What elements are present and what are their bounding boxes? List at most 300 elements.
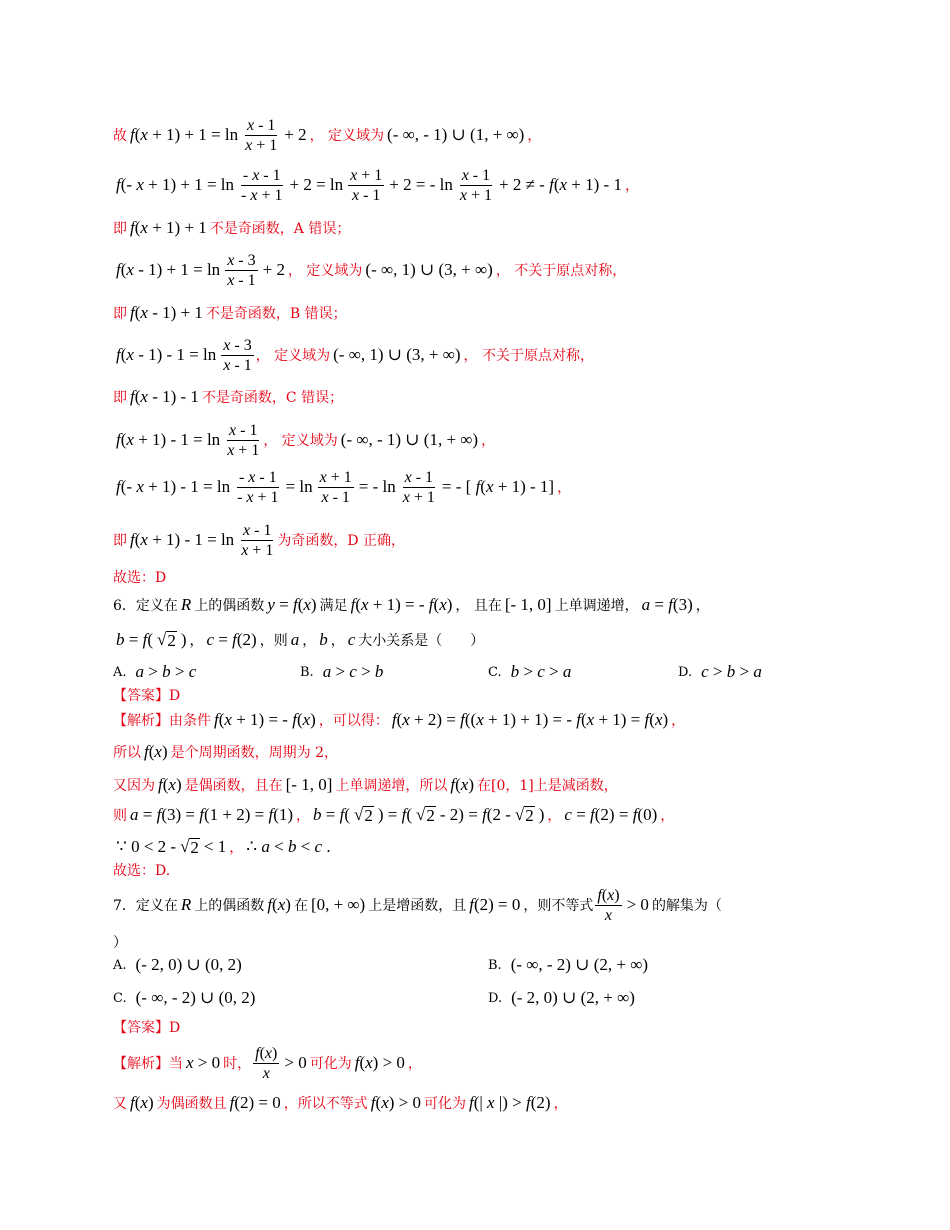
math-variable: f [199, 805, 204, 824]
math-variable: x [381, 1093, 389, 1112]
fraction-denominator: x + 1 [459, 186, 492, 204]
fraction-numerator: x - 1 [229, 421, 258, 439]
radical-sign: √ [514, 805, 525, 824]
q5-solution-line-1 [113, 110, 541, 160]
explanation-text: ， 定义域为 [255, 348, 331, 364]
math-variable: f [116, 260, 121, 279]
math-variable: a [322, 662, 332, 681]
math-expression: y = f(x) [267, 595, 317, 614]
q7-option-d [488, 973, 638, 1023]
question-text: 6．定义在 [113, 598, 178, 614]
question-text: 的解集为（ [651, 898, 722, 914]
explanation-text: ， [671, 713, 686, 729]
q6-option-b [300, 647, 386, 697]
math-variable: x [223, 356, 231, 374]
math-variable: f [292, 710, 297, 729]
math-variable: f [292, 595, 298, 614]
math-variable: a [135, 662, 145, 681]
fraction [225, 251, 257, 290]
fraction-numerator: x - 3 [227, 251, 256, 269]
explanation-text: ， [229, 840, 244, 856]
math-expression: (- ∞, - 2) ∪ (2, + ∞) [510, 955, 648, 974]
math-expression: + 2 = - ln [389, 175, 453, 194]
radical-sign: √ [180, 837, 190, 856]
math-variable: x [360, 595, 369, 614]
fraction [243, 116, 279, 155]
math-variable: x [227, 271, 235, 289]
math-variable: x [654, 710, 663, 729]
math-expression: a > b > c [135, 662, 197, 681]
math-variable: x [262, 1064, 270, 1082]
math-expression: f(x + 1) + 1 = ln [130, 125, 239, 144]
question-text: ， [330, 633, 345, 649]
math-expression: > 0 [626, 895, 649, 914]
math-variable: x [227, 441, 235, 459]
explanation-text: ， [557, 480, 572, 496]
explanation-text: 又 [113, 1096, 127, 1112]
math-expression: [- 1, 0] [504, 595, 552, 614]
math-expression: f(x + 1) - 1 = ln [116, 430, 221, 449]
math-variable: x [350, 166, 358, 184]
math-variable: a [641, 595, 651, 614]
fraction [401, 468, 437, 507]
math-variable: f [370, 1093, 376, 1112]
q7-stem-line-1 [113, 880, 722, 930]
math-variable: f [130, 387, 135, 406]
math-expression: c > b > a [701, 662, 762, 681]
explanation-text: 故选：D. [113, 863, 171, 879]
math-variable: x [319, 468, 327, 486]
explanation-text: ， [481, 433, 496, 449]
question-text: ， [189, 633, 204, 649]
math-expression: f(x - 1) + 1 = ln [116, 260, 221, 279]
question-text: 在 [293, 898, 308, 914]
explanation-text: 即 [113, 306, 127, 322]
fraction-numerator: x + 1 [319, 468, 352, 486]
math-variable: f [130, 218, 135, 237]
question-text: B. [488, 957, 502, 973]
math-expression: f(2) = 0 [469, 895, 521, 914]
math-expression: f(| x |) > f(2) [468, 1093, 551, 1112]
math-expression: f(x - 1) - 1 = ln [116, 345, 217, 364]
math-variable: x [126, 345, 134, 364]
math-variable: x [559, 175, 568, 194]
math-expression: f(x + 1) = - f(x) [350, 595, 453, 614]
explanation-text: 不是奇函数，B 错误； [205, 306, 347, 322]
question-text: A. [113, 664, 127, 680]
math-variable: f [339, 805, 345, 824]
math-variable: x [140, 387, 148, 406]
math-expression: ∴ a < b < c . [246, 837, 331, 856]
square-root [180, 837, 200, 857]
math-variable: f [632, 805, 638, 824]
explanation-text: 即 [113, 390, 127, 406]
math-variable: x [140, 218, 148, 237]
fraction-denominator: - x + 1 [237, 488, 279, 506]
math-variable: c [701, 662, 709, 681]
math-variable: f [475, 477, 481, 496]
math-expression: > 0 [284, 1053, 307, 1072]
math-expression: - 2) = f(2 - [439, 805, 511, 824]
math-variable: x [302, 710, 311, 729]
math-variable: x [586, 710, 595, 729]
explanation-text: 在[0，1]上是减函数， [476, 778, 618, 794]
math-expression: c = f(2) = f(0) [564, 805, 658, 824]
radicand: 2 [426, 806, 435, 825]
explanation-text: 是偶函数，且在 [184, 778, 283, 794]
math-variable: f [130, 303, 135, 322]
math-expression: [- 1, 0] [285, 775, 333, 794]
fraction-denominator [603, 906, 614, 925]
math-variable: b [726, 662, 736, 681]
fraction-denominator: x + 1 [245, 136, 278, 154]
fraction-numerator: f(x) [255, 1044, 278, 1062]
question-text: ，则 [259, 633, 288, 649]
fraction-numerator: x - 1 [461, 166, 491, 184]
math-expression: (- ∞, - 2) ∪ (0, 2) [135, 988, 256, 1007]
explanation-text: ， [407, 1056, 422, 1072]
explanation-text: ，可以得： [318, 713, 389, 729]
math-variable: c [347, 630, 356, 649]
math-variable: x [402, 710, 410, 729]
square-root [354, 805, 374, 825]
explanation-text: ，所以不等式 [283, 1096, 368, 1112]
fraction-denominator: x - 1 [321, 488, 350, 506]
math-variable: f [597, 886, 602, 904]
math-expression: f(x + 1) = - f(x) [214, 710, 316, 729]
math-variable: x [460, 775, 469, 794]
explanation-text: 则 [113, 808, 127, 824]
math-variable: x [246, 116, 255, 134]
math-expression: + 2 ≠ - f(x + 1) - 1 [498, 175, 622, 194]
explanation-text: ， [660, 808, 675, 824]
explanation-text: 时， [223, 1056, 252, 1072]
math-expression: (- ∞, - 1) ∪ (1, + ∞) [340, 430, 479, 449]
math-expression: (- 2, 0) ∪ (2, + ∞) [511, 988, 635, 1007]
math-variable: x [140, 303, 148, 322]
explanation-text: ， [624, 178, 639, 194]
math-variable: f [267, 895, 273, 914]
explanation-text: 所以 [113, 745, 141, 761]
math-variable: f [350, 595, 356, 614]
math-variable: x [365, 1053, 373, 1072]
math-expression: a = f(3) = f(1 + 2) = f(1) [130, 805, 294, 824]
math-variable: x [250, 186, 258, 204]
question-text: C. [488, 664, 502, 680]
math-variable: x [461, 166, 469, 184]
math-expression: a > c > b [322, 662, 384, 681]
math-variable: f [116, 175, 121, 194]
math-variable: x [224, 710, 232, 729]
math-expression: f(- x + 1) + 1 = ln [116, 175, 235, 194]
math-variable: x [227, 251, 235, 269]
math-variable: b [319, 630, 328, 649]
math-variable: f [130, 530, 135, 549]
math-expression: f(x + 1) - 1 = ln [130, 530, 235, 549]
math-variable: f [590, 805, 595, 824]
explanation-text: ， 定义域为 [287, 263, 363, 279]
fraction-numerator: - x - 1 [238, 468, 277, 486]
explanation-text: ， [527, 128, 542, 144]
math-expression: < 1 [203, 837, 227, 856]
math-expression: f(x) [450, 775, 474, 794]
math-variable: x [154, 742, 162, 761]
math-expression: f(x) [158, 775, 182, 794]
fraction-numerator: x - 1 [243, 521, 272, 539]
q5-solution-line-9 [113, 462, 571, 512]
explanation-text: 为奇函数，D 正确， [277, 533, 406, 549]
math-variable: x [126, 430, 134, 449]
math-variable: f [526, 1093, 531, 1112]
math-variable: f [130, 125, 135, 144]
question-text: A. [113, 957, 127, 973]
question-text: 满足 [319, 598, 348, 614]
radical-sign: √ [354, 805, 364, 824]
question-text: 7．定义在 [113, 898, 178, 914]
math-variable: f [116, 345, 121, 364]
radicand: 2 [364, 806, 373, 825]
math-variable: f [116, 430, 121, 449]
math-variable: x [246, 488, 254, 506]
math-expression: + 2 [284, 125, 307, 144]
math-variable: f [469, 895, 474, 914]
math-variable: f [142, 630, 148, 649]
fraction [239, 166, 284, 205]
math-variable: f [116, 477, 121, 496]
math-variable: x [487, 1093, 495, 1112]
math-expression: (- ∞, 1) ∪ (3, + ∞) [333, 345, 461, 364]
radical-sign: √ [416, 805, 426, 824]
explanation-text: 又因为 [113, 778, 155, 794]
question-text: ， [695, 598, 710, 614]
fraction-numerator: x + 1 [350, 166, 383, 184]
math-variable: f [644, 710, 650, 729]
math-variable: f [482, 805, 487, 824]
math-expression: b > c > a [510, 662, 572, 681]
math-variable: b [510, 662, 520, 681]
math-expression: ∵ 0 < 2 - [116, 837, 177, 856]
math-variable: x [459, 186, 467, 204]
math-variable: x [264, 1044, 273, 1062]
math-variable: a [290, 630, 300, 649]
math-expression: ) = f( [377, 805, 413, 824]
math-expression: f(x - 1) - 1 [130, 387, 199, 406]
explanation-text: 故 [113, 128, 127, 144]
math-variable: x [186, 1053, 194, 1072]
math-expression: f(x) > 0 [354, 1053, 405, 1072]
math-variable: x [229, 421, 237, 439]
square-root [416, 805, 436, 825]
explanation-text: 【答案】D [113, 688, 181, 704]
math-variable: c [349, 662, 357, 681]
fraction [458, 166, 494, 205]
question-text: ， 且在 [455, 598, 502, 614]
math-variable: x [351, 186, 360, 204]
math-variable: c [188, 662, 197, 681]
math-variable: x [245, 136, 253, 154]
q6-option-d [678, 647, 765, 697]
radical-sign: √ [157, 630, 167, 649]
math-expression: (- ∞, 1) ∪ (3, + ∞) [365, 260, 493, 279]
question-text: 上是增函数，且 [368, 898, 467, 914]
math-variable: x [402, 488, 410, 506]
math-expression: ) [180, 630, 187, 649]
question-text: ， [302, 633, 317, 649]
math-variable: f [576, 710, 581, 729]
explanation-text: ， 定义域为 [263, 433, 338, 449]
math-variable: x [168, 775, 176, 794]
fraction [595, 886, 621, 925]
math-variable: f [156, 805, 162, 824]
math-variable: f [255, 1044, 260, 1062]
question-text: D. [488, 990, 503, 1006]
question-text: D. [678, 664, 693, 680]
math-variable: f [401, 805, 407, 824]
math-variable: x [404, 468, 412, 486]
explanation-text: 即 [113, 533, 127, 549]
fraction [318, 468, 354, 507]
math-variable: x [126, 260, 134, 279]
math-variable: f [229, 1093, 235, 1112]
math-expression: f(- x + 1) - 1 = ln [116, 477, 231, 496]
math-variable: c [537, 662, 545, 681]
fraction [235, 468, 280, 507]
math-variable: b [116, 630, 125, 649]
math-variable: b [287, 837, 297, 856]
math-variable: f [354, 1053, 360, 1072]
math-expression: f(x - 1) + 1 [130, 303, 203, 322]
math-variable: x [321, 488, 329, 506]
explanation-text: ， [296, 808, 311, 824]
radicand: 2 [525, 806, 534, 825]
math-expression: b = f( [313, 805, 351, 824]
fraction-denominator: x + 1 [402, 488, 435, 506]
explanation-text: ， [547, 808, 562, 824]
math-expression: f(x + 1) + 1 [130, 218, 207, 237]
math-variable: x [140, 125, 148, 144]
math-variable: x [485, 477, 494, 496]
math-expression: c = f(2) [206, 630, 257, 649]
fraction [221, 336, 253, 375]
fraction-numerator: x - 3 [223, 336, 252, 354]
math-variable: x [277, 895, 286, 914]
math-variable: x [476, 710, 484, 729]
math-expression: x > 0 [186, 1053, 221, 1072]
math-expression: = ln [285, 477, 313, 496]
math-expression: b = f( [116, 630, 153, 649]
explanation-text: ， 不关于原点对称， [463, 348, 594, 364]
explanation-text: 【答案】D [113, 1020, 181, 1036]
math-variable: y [267, 595, 275, 614]
math-variable: b [162, 662, 171, 681]
math-variable: f [144, 742, 149, 761]
fraction-denominator: - x + 1 [241, 186, 283, 204]
math-expression: f(x) [130, 1093, 154, 1112]
fraction-numerator: x - 1 [246, 116, 276, 134]
question-text: ） [113, 935, 127, 951]
radicand: 2 [167, 631, 176, 650]
math-expression: f(x) [144, 742, 168, 761]
math-variable: f [130, 1093, 135, 1112]
math-variable: x [223, 336, 231, 354]
fraction-denominator: x + 1 [227, 441, 260, 459]
explanation-text: 上单调递增，所以 [335, 778, 448, 794]
math-expression: [0, + ∞) [310, 895, 366, 914]
question-text: 大小关系是（ ） [358, 633, 485, 649]
math-variable: f [549, 175, 554, 194]
q5-solution-line-8 [113, 415, 495, 465]
math-variable: x [252, 166, 260, 184]
explanation-text: 【解析】由条件 [113, 713, 211, 729]
math-variable: f [214, 710, 219, 729]
explanation-text: 【解析】当 [113, 1056, 183, 1072]
math-variable: c [206, 630, 215, 649]
math-expression: f(x + 2) = f((x + 1) + 1) = - f(x + 1) = f(x) [391, 710, 669, 729]
fraction-denominator: x - 1 [351, 186, 381, 204]
math-variable: b [313, 805, 322, 824]
explanation-text: ， 不关于原点对称， [495, 263, 627, 279]
fraction-denominator: x - 1 [227, 271, 256, 289]
explanation-text: 故选：D [113, 570, 167, 586]
math-variable: a [562, 662, 572, 681]
math-variable: f [468, 1093, 474, 1112]
math-variable: f [158, 775, 163, 794]
math-variable: x [439, 595, 447, 614]
fraction-denominator: x - 1 [223, 356, 252, 374]
fraction-numerator: - x - 1 [242, 166, 281, 184]
math-expression: + 2 [262, 260, 285, 279]
math-variable: b [374, 662, 384, 681]
question-text: 上的偶函数 [194, 598, 265, 614]
fraction-numerator: x - 1 [404, 468, 434, 486]
math-variable: x [248, 468, 256, 486]
math-variable: f [391, 710, 397, 729]
explanation-text: 不是奇函数，C 错误； [201, 390, 344, 406]
math-expression: a = f(3) [641, 595, 693, 614]
math-expression: = - ln [358, 477, 396, 496]
fraction [239, 521, 275, 560]
explanation-text: ， 定义域为 [309, 128, 385, 144]
math-variable: c [314, 837, 323, 856]
math-variable: f [460, 710, 465, 729]
math-variable: x [140, 530, 148, 549]
math-variable: x [136, 175, 144, 194]
math-variable: f [668, 595, 673, 614]
math-variable: f [268, 805, 274, 824]
explanation-text: ， [553, 1096, 568, 1112]
math-variable: x [136, 477, 144, 496]
math-variable: a [130, 805, 139, 824]
math-expression: = - [ f(x + 1) - 1] [441, 477, 555, 496]
math-expression: f(2) = 0 [229, 1093, 281, 1112]
math-variable: f [450, 775, 456, 794]
math-variable: x [140, 1093, 148, 1112]
question-text: C. [113, 990, 127, 1006]
fraction [225, 421, 261, 460]
math-expression: f(x) [267, 895, 291, 914]
fraction-numerator: f(x) [597, 886, 620, 904]
explanation-text: 为偶函数且 [156, 1096, 227, 1112]
explanation-text: 即 [113, 221, 127, 237]
q7-solution-line-2 [113, 1078, 568, 1128]
square-root [515, 805, 535, 825]
question-text: B. [300, 664, 314, 680]
question-text: 上单调递增， [554, 598, 639, 614]
math-variable: a [753, 662, 762, 681]
math-expression [181, 895, 191, 915]
math-expression: ) [538, 805, 545, 824]
math-variable: f [428, 595, 434, 614]
